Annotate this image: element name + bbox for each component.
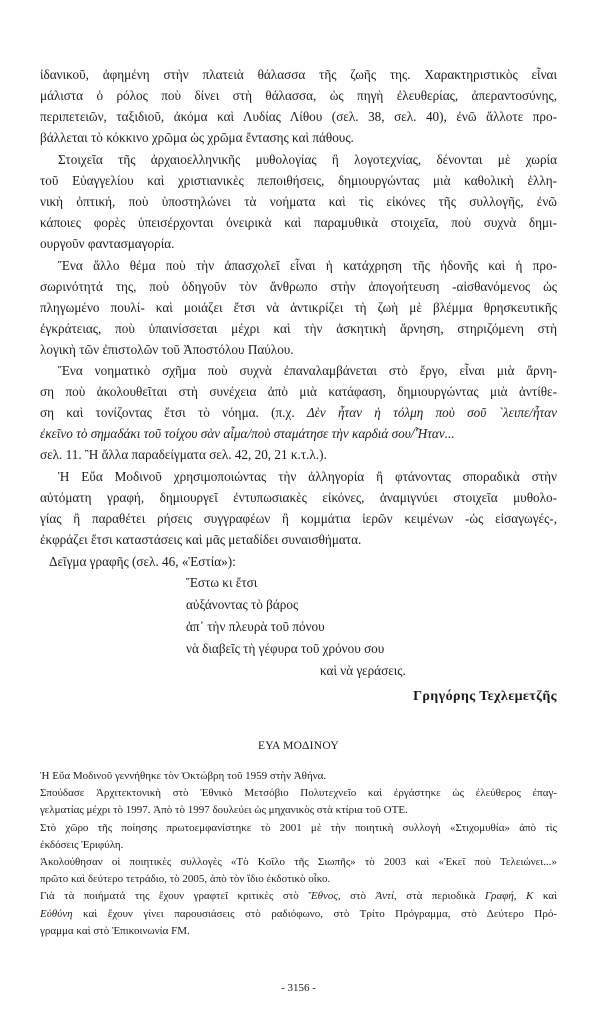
text-line: μάλιστα ὁ ρόλος ποὺ δίνει στὴ θάλασσα, ὡς πηγὴ ἐλευθερίας, ἀπεραντοσύνης, [40, 88, 557, 103]
text-segment: καὶ [533, 890, 557, 903]
italic-quote: Δὲν ἦταν ἡ τόλμη ποὺ σοῦ `λειπε/ἦταν [306, 405, 557, 421]
bio-line: Ἡ Εὔα Μοδινοῦ γεννήθηκε τὸν Ὀκτώβρη τοῦ 1959 στὴν Ἀθήνα. [40, 770, 327, 782]
text-line: ἐκφράζει ἔτσι καταστάσεις καὶ μᾶς μεταδίδει συναισθήματα. [40, 532, 362, 548]
paragraph [40, 149, 557, 254]
text-line: σωρινότητά της, ποὺ ὁδηγοῦν τὸν ἄνθρωπο στὴν ἀπογοήτευση -αἰσθανόμενος ὡς [40, 278, 557, 294]
poem-line: καὶ νὰ γεράσεις. [320, 662, 406, 678]
text-line: Ἡ Εὔα Μοδινοῦ χρησιμοποιώντας τὴν ἀλληγορία ἢ φτάνοντας σποραδικὰ στὴν [58, 469, 557, 485]
text-line: τοῦ Εὐαγγελίου καὶ χριστιανικὲς πεποιθήσεις, δημιουργώντας μιὰ καθολικὴ ἑλλη- [40, 172, 557, 188]
author-bio [40, 768, 557, 940]
bio-line: Ἀκολούθησαν οἱ ποιητικὲς συλλογὲς «Τὸ Κοῖλο τῆς Σιωπῆς» τὸ 2003 καὶ «Ἐκεῖ ποὺ Τελειώνει...» [40, 855, 557, 868]
text-line: ἐγκράτειας, ποὺ ὑπαινίσσεται μέχρι καὶ τὴν ἀσκητικὴ ἄρνηση, στηριζόμενη στὴ [40, 320, 557, 336]
page-number: - 3156 - [281, 982, 316, 994]
text-line: σελ. 11. Ἢ ἄλλα παραδείγματα σελ. 42, 20, 21 κ.τ.λ.). [40, 447, 327, 463]
bio-line: γραμμα καὶ στὸ Ἐπικοινωνία FM. [40, 924, 190, 937]
author-signature: Γρηγόρης Τεχλεμετζῆς [413, 688, 557, 704]
italic-title: Ἔθνος [308, 890, 338, 903]
text-segment: ση καὶ τονίζοντας ἔτσι τὸ νόημα. (π.χ. [40, 405, 307, 421]
bio-line [40, 888, 557, 905]
poem-line: ἀπ᾽ τὴν πλευρὰ τοῦ πόνου [186, 618, 325, 634]
text-line: περιπετειῶν, ταξιδιοῦ, ἀκόμα καὶ Λυδίας Λίθου (σελ. 38, σελ. 40), ἐνῶ ἄλλοτε προ- [40, 109, 557, 124]
bio-line: πρῶτο καὶ δεύτερο τετράδιο, τὸ 2005, ἀπὸ τὸν ἴδιο ἐκδοτικὸ οἶκο. [40, 873, 331, 886]
text-segment: , στὰ περιοδικὰ [394, 890, 485, 903]
text-line: λογικὴ τῶν ἐπιστολῶν τοῦ Ἀποστόλου Παύλου. [40, 341, 294, 357]
text-line: αὐτόματη γραφή, δημιουργεῖ ἐντυπωσιακὲς εἰκόνες, ἀναμιγνύει στοιχεῖα μυθολο- [40, 490, 557, 506]
text-line [40, 402, 557, 423]
paragraph [40, 255, 557, 360]
bio-line: ἐκδόσεις Ἐριφύλη. [40, 838, 124, 851]
paragraph [40, 64, 557, 148]
bio-line: Σπούδασε Ἀρχιτεκτονικὴ στὸ Ἐθνικὸ Μετσόβιο Πολυτεχνεῖο καὶ ἐργάστηκε ὡς ἐλεύθερος ἐπαγ- [40, 787, 557, 800]
poem-line: αὐξάνοντας τὸ βάρος [186, 596, 299, 612]
text-line: νικὴ ὀπτική, ποὺ ὑποστηλώνει τὰ νοήματα καὶ τὶς εἰκόνες τῆς συλλογῆς, ἐνῶ [40, 193, 557, 209]
italic-title: Γραφή, Κ [484, 890, 534, 903]
text-line: ουργοῦν φαντασμαγορία. [40, 235, 175, 251]
bio-line: Στὸ χῶρο τῆς ποίησης πρωτοεμφανίστηκε τὸ 2001 μὲ τὴν ποιητικὴ συλλογὴ «Στιχομυθία» ἀπὸ τὶς [40, 821, 557, 834]
paragraph [40, 360, 557, 465]
poem-line: Ἔστω κι ἔτσι [186, 574, 258, 590]
text-line: Στοιχεῖα τῆς ἀρχαιοελληνικῆς μυθολογίας ἢ λογοτεχνίας, δένονται μὲ χωρία [58, 151, 557, 167]
text-line: βάλλεται τὸ κόκκινο χρῶμα ὡς χρῶμα ἔντασης καὶ πάθους. [40, 130, 354, 145]
italic-title: Εὐθύνη [40, 907, 73, 920]
text-line: Ἕνα ἄλλο θέμα ποὺ τὴν ἀπασχολεῖ εἶναι ἡ κατάχρηση τῆς ἡδονῆς καὶ ἡ προ- [58, 257, 557, 273]
section-heading: ΕΥΑ ΜΟΔΙΝΟΥ [257, 740, 340, 752]
text-segment: Γιὰ τὰ ποιήματά της ἔχουν γραφτεῖ κριτικὲς στὸ [40, 890, 309, 903]
text-line: γίας ἢ παραθέτει ρήσεις συγγραφέων ἢ κομμάτια ἱερῶν κειμένων -ὡς εἰσαγωγές-, [40, 511, 557, 527]
poem [186, 572, 557, 682]
text-line: πληγωμένο πουλί- καὶ μοιάζει ἔτσι νὰ ἀντικρίζει τὴ ζωὴ μὲ βλέμμα θρησκευτικῆς [40, 299, 557, 315]
text-segment: καὶ ἔχουν γίνει παρουσιάσεις στὸ ραδιόφωνο, στὸ Τρίτο Πρόγραμμα, στὸ Δεύτερο Πρό- [72, 907, 557, 920]
poem-line: νὰ διαβεῖς τὴ γέφυρα τοῦ χρόνου σου [186, 640, 385, 656]
review-article [40, 64, 557, 708]
text-segment: , στὸ [337, 890, 376, 903]
writing-sample-intro: Δεῖγμα γραφῆς (σελ. 46, «Ἑστία»): [49, 553, 236, 569]
italic-title: Ἀντί [375, 890, 395, 903]
text-line: Ἕνα νοηματικὸ σχῆμα ποὺ συχνὰ ἐπαναλαμβάνεται στὸ ἔργο, εἶναι μιὰ ἄρνη- [58, 363, 557, 379]
paragraph [40, 466, 557, 550]
bio-line [40, 906, 557, 923]
italic-quote-line: ἐκεῖνο τὸ σημαδάκι τοῦ τοίχου σὰν αἷμα/ποὺ σταμάτησε τὴν καρδιά σου/Ἦταν... [40, 426, 455, 442]
text-line: κάποιες φορὲς ὑπεισέρχονται ὀνειρικὰ καὶ παραμυθικὰ στοιχεῖα, ποὺ συχνὰ δημι- [40, 214, 557, 230]
bio-line: γελματίας μέχρι τὸ 1997. Ἀπὸ τὸ 1997 δουλεύει ὡς μηχανικὸς στὰ κτίρια τοῦ ΟΤΕ. [40, 804, 408, 817]
text-line: ἰδανικοῦ, ἀφημένη στὴν πλατειὰ θάλασσα τῆς ζωῆς της. Χαρακτηριστικὸς εἶναι [40, 67, 557, 82]
text-line: ση ποὺ ἀκολουθεῖται στὴ συνέχεια ἀπὸ μιὰ κατάφαση, δημιουργώντας μιὰ ἀντίθε- [40, 384, 557, 400]
